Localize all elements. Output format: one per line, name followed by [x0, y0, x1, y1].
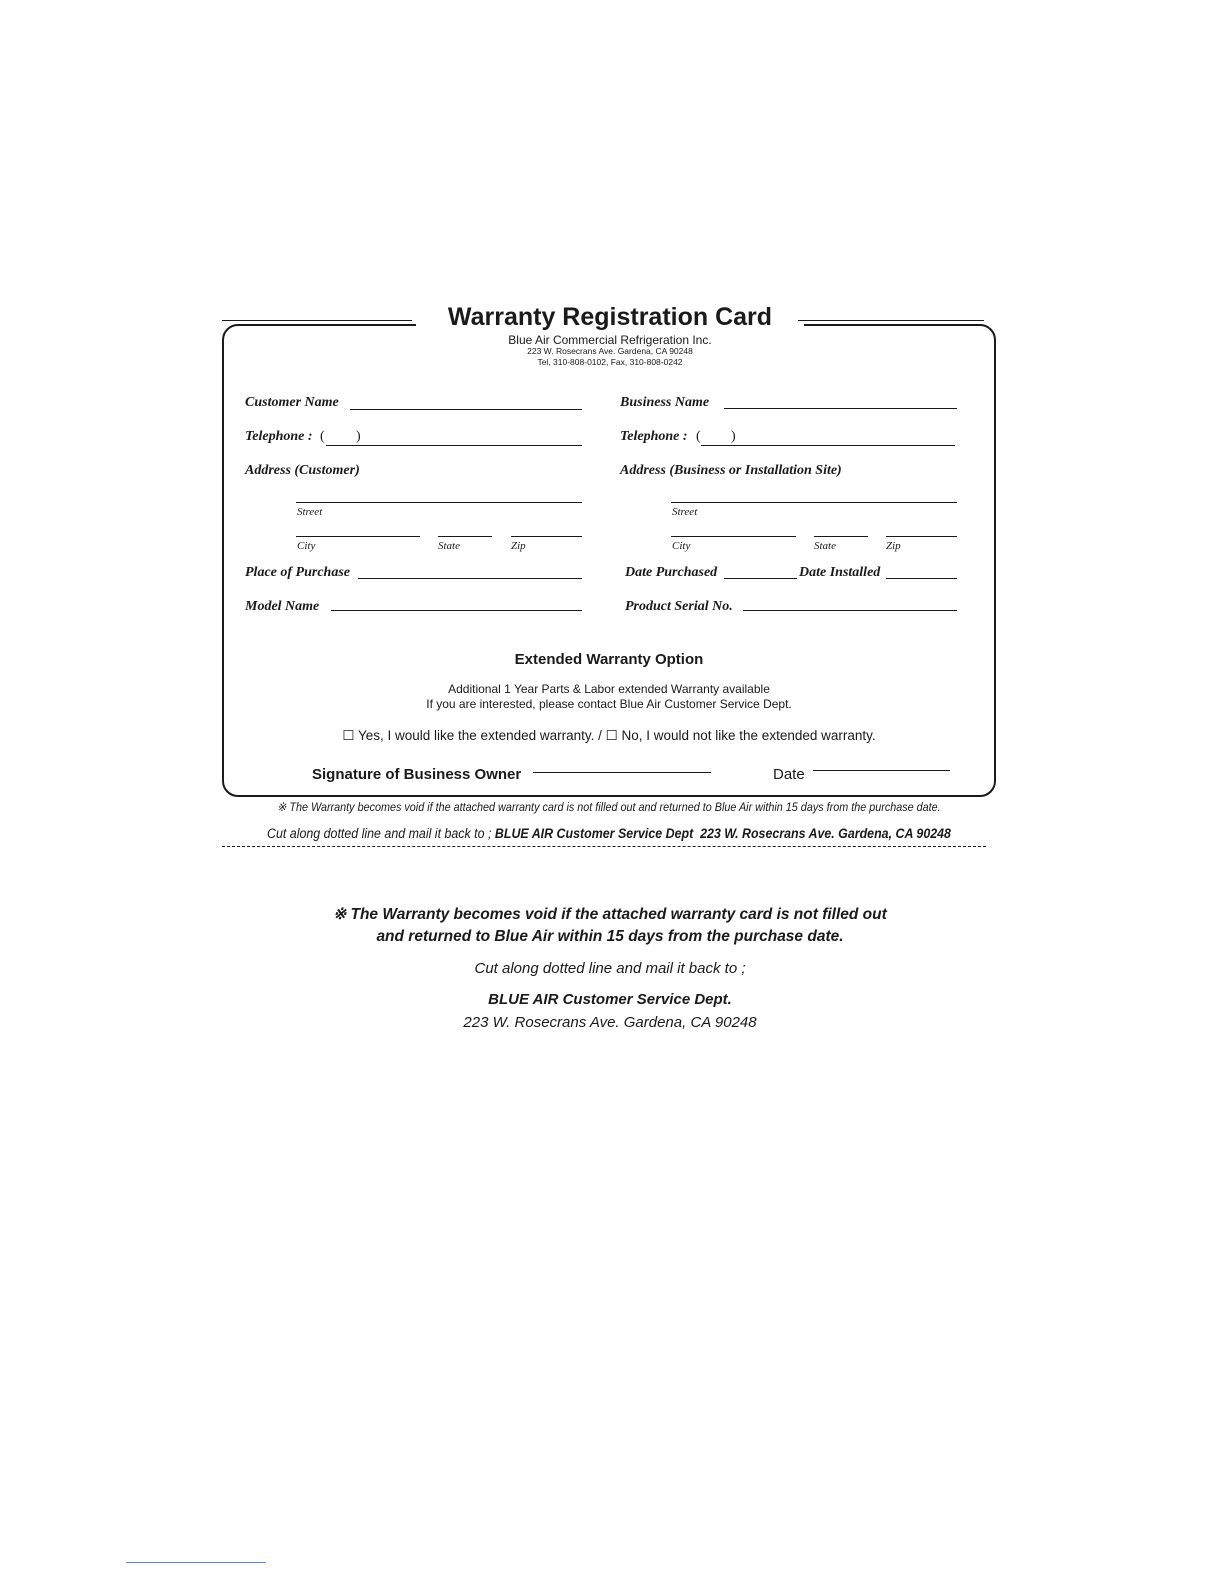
business-zip-field[interactable]	[886, 536, 957, 537]
business-city-label: City	[672, 540, 691, 552]
date-installed-field[interactable]	[886, 578, 957, 579]
business-state-label: State	[814, 540, 836, 552]
extended-warranty-line1: Additional 1 Year Parts & Labor extended Warranty available	[448, 682, 770, 696]
customer-address-label: Address (Customer)	[245, 463, 360, 478]
business-address-label: Address (Business or Installation Site)	[620, 463, 842, 478]
cut-dept: BLUE AIR Customer Service Dept	[494, 826, 694, 841]
date-field[interactable]	[813, 770, 950, 771]
customer-state-field[interactable]	[438, 536, 492, 537]
product-serial-label: Product Serial No.	[625, 599, 733, 614]
company-name: Blue Air Commercial Refrigeration Inc.	[508, 333, 712, 347]
customer-area-close: )	[356, 429, 361, 444]
customer-area-open: (	[320, 429, 325, 444]
model-name-label: Model Name	[245, 599, 320, 614]
cut-prefix: Cut along dotted line and mail it back to ;	[267, 826, 492, 841]
title-rule-left	[222, 320, 412, 321]
extended-warranty-line2: If you are interested, please contact Blue Air Customer Service Dept.	[426, 697, 792, 711]
business-telephone-field[interactable]	[701, 445, 955, 446]
customer-city-label: City	[297, 540, 316, 552]
place-of-purchase-label: Place of Purchase	[245, 565, 350, 580]
date-purchased-field[interactable]	[724, 578, 797, 579]
date-installed-label: Date Installed	[799, 565, 881, 580]
business-name-field[interactable]	[724, 408, 957, 409]
title-rule-right	[798, 320, 984, 321]
notice-line2: and returned to Blue Air within 15 days from the purchase date.	[376, 928, 844, 945]
customer-state-label: State	[438, 540, 460, 552]
date-label: Date	[773, 766, 805, 783]
business-city-field[interactable]	[671, 536, 796, 537]
customer-street-field[interactable]	[296, 502, 582, 503]
company-contact: Tel, 310-808-0102, Fax, 310-808-0242	[537, 357, 683, 367]
product-serial-field[interactable]	[743, 610, 957, 611]
notice-address: 223 W. Rosecrans Ave. Gardena, CA 90248	[463, 1014, 757, 1031]
business-telephone-label: Telephone :	[620, 429, 688, 444]
customer-street-label: Street	[297, 506, 323, 518]
business-area-open: (	[696, 429, 701, 444]
notice-dept: BLUE AIR Customer Service Dept.	[488, 991, 732, 1008]
extended-warranty-choice[interactable]: ☐ Yes, I would like the extended warranty. / ☐ No, I would not like the extended warranty.	[342, 728, 876, 743]
notice-line1: ※ The Warranty becomes void if the attached warranty card is not filled out	[333, 906, 887, 923]
cut-line	[222, 846, 986, 847]
customer-zip-label: Zip	[511, 540, 526, 552]
customer-name-field[interactable]	[350, 409, 582, 410]
customer-city-field[interactable]	[296, 536, 420, 537]
business-state-field[interactable]	[814, 536, 868, 537]
place-of-purchase-field[interactable]	[358, 578, 582, 579]
footnote-rule	[126, 1562, 266, 1563]
void-note: ※ The Warranty becomes void if the attached warranty card is not filled out and returned to Blue Air within 15 days from the purchase date.	[277, 800, 941, 814]
extended-warranty-title: Extended Warranty Option	[514, 651, 704, 668]
notice-cut: Cut along dotted line and mail it back to ;	[474, 960, 746, 977]
customer-telephone-field[interactable]	[326, 445, 582, 446]
customer-name-label: Customer Name	[245, 395, 339, 410]
customer-zip-field[interactable]	[511, 536, 582, 537]
customer-telephone-label: Telephone :	[245, 429, 313, 444]
business-name-label: Business Name	[620, 395, 710, 410]
company-address: 223 W. Rosecrans Ave. Gardena, CA 90248	[527, 346, 693, 356]
business-street-label: Street	[672, 506, 698, 518]
date-purchased-label: Date Purchased	[625, 565, 718, 580]
signature-label: Signature of Business Owner	[312, 766, 522, 783]
cut-instruction	[253, 826, 965, 841]
model-name-field[interactable]	[331, 610, 582, 611]
card-title: Warranty Registration Card	[447, 303, 773, 331]
cut-address: 223 W. Rosecrans Ave. Gardena, CA 90248	[700, 826, 951, 841]
business-zip-label: Zip	[886, 540, 901, 552]
signature-field[interactable]	[533, 772, 711, 773]
business-area-close: )	[731, 429, 736, 444]
business-street-field[interactable]	[671, 502, 957, 503]
